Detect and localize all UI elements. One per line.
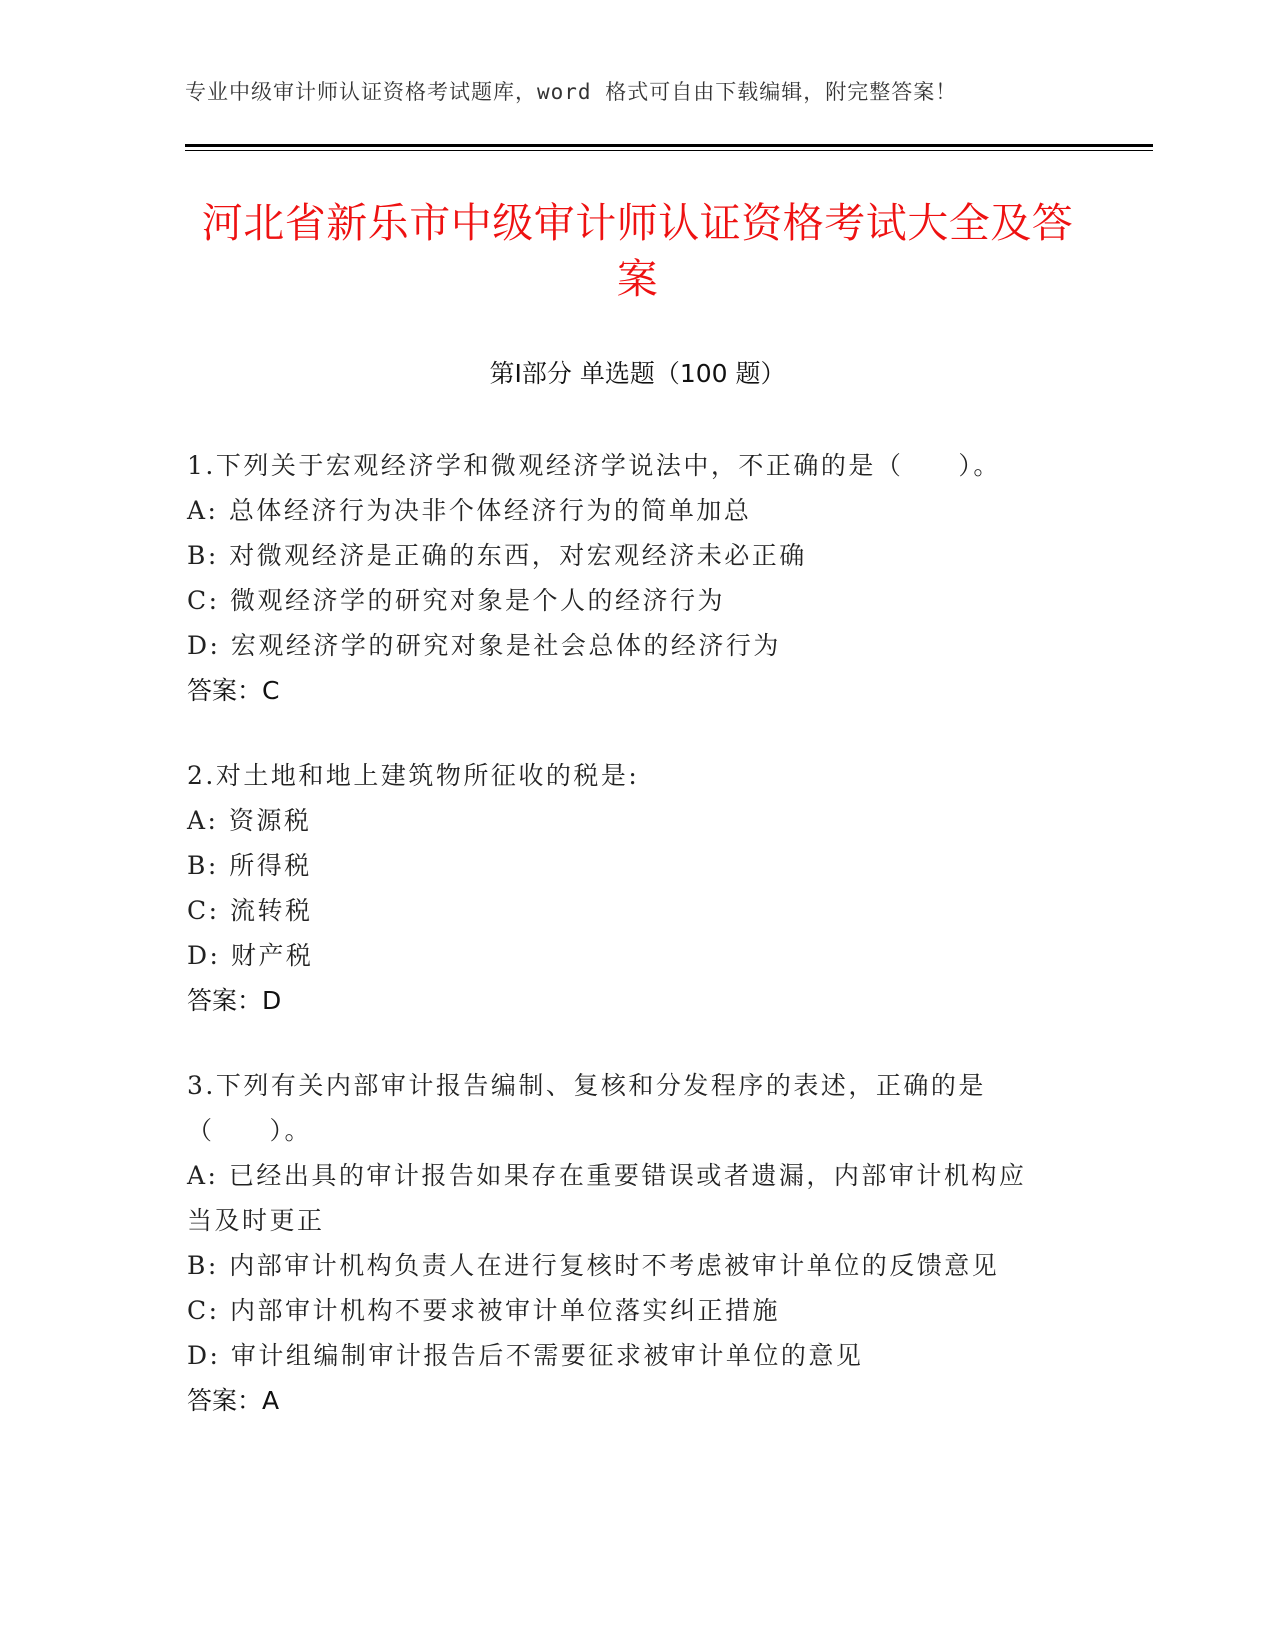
question-1 [187,443,1077,713]
question-stem: 3.下列有关内部审计报告编制、复核和分发程序的表述，正确的是（ ）。 [187,1071,986,1145]
section-heading: 第Ⅰ部分 单选题（100 题） [489,359,786,388]
question-3 [187,1063,1077,1423]
option-d: D: 审计组编制审计报告后不需要征求被审计单位的意见 [187,1341,864,1370]
question-list [187,443,1077,1463]
option-b: B: 所得税 [187,851,312,880]
option-c: C: 内部审计机构不要求被审计单位落实纠正措施 [187,1296,780,1325]
option-d: D: 财产税 [187,941,314,970]
option-a: A: 已经出具的审计报告如果存在重要错误或者遗漏，内部审计机构应当及时更正 [187,1161,1027,1235]
answer: 答案：D [187,986,282,1015]
option-a: A: 资源税 [187,806,312,835]
header-rule-thin [185,150,1153,151]
header-rule-thick [185,144,1153,147]
answer: 答案：A [187,1386,280,1415]
option-c: C: 微观经济学的研究对象是个人的经济行为 [187,586,725,615]
answer: 答案：C [187,676,280,705]
option-b: B: 内部审计机构负责人在进行复核时不考虑被审计单位的反馈意见 [187,1251,1000,1280]
option-c: C: 流转税 [187,896,313,925]
option-b: B: 对微观经济是正确的东西，对宏观经济未必正确 [187,541,807,570]
question-2 [187,753,1077,1023]
header-note: 专业中级审计师认证资格考试题库，word 格式可自由下载编辑，附完整答案！ [185,80,958,104]
document-title: 河北省新乐市中级审计师认证资格考试大全及答案 [201,199,1074,303]
option-a: A: 总体经济行为决非个体经济行为的简单加总 [187,496,752,525]
option-d: D: 宏观经济学的研究对象是社会总体的经济行为 [187,631,781,660]
question-stem: 2.对土地和地上建筑物所征收的税是: [187,761,640,790]
question-stem: 1.下列关于宏观经济学和微观经济学说法中，不正确的是（ ）。 [187,451,1001,480]
